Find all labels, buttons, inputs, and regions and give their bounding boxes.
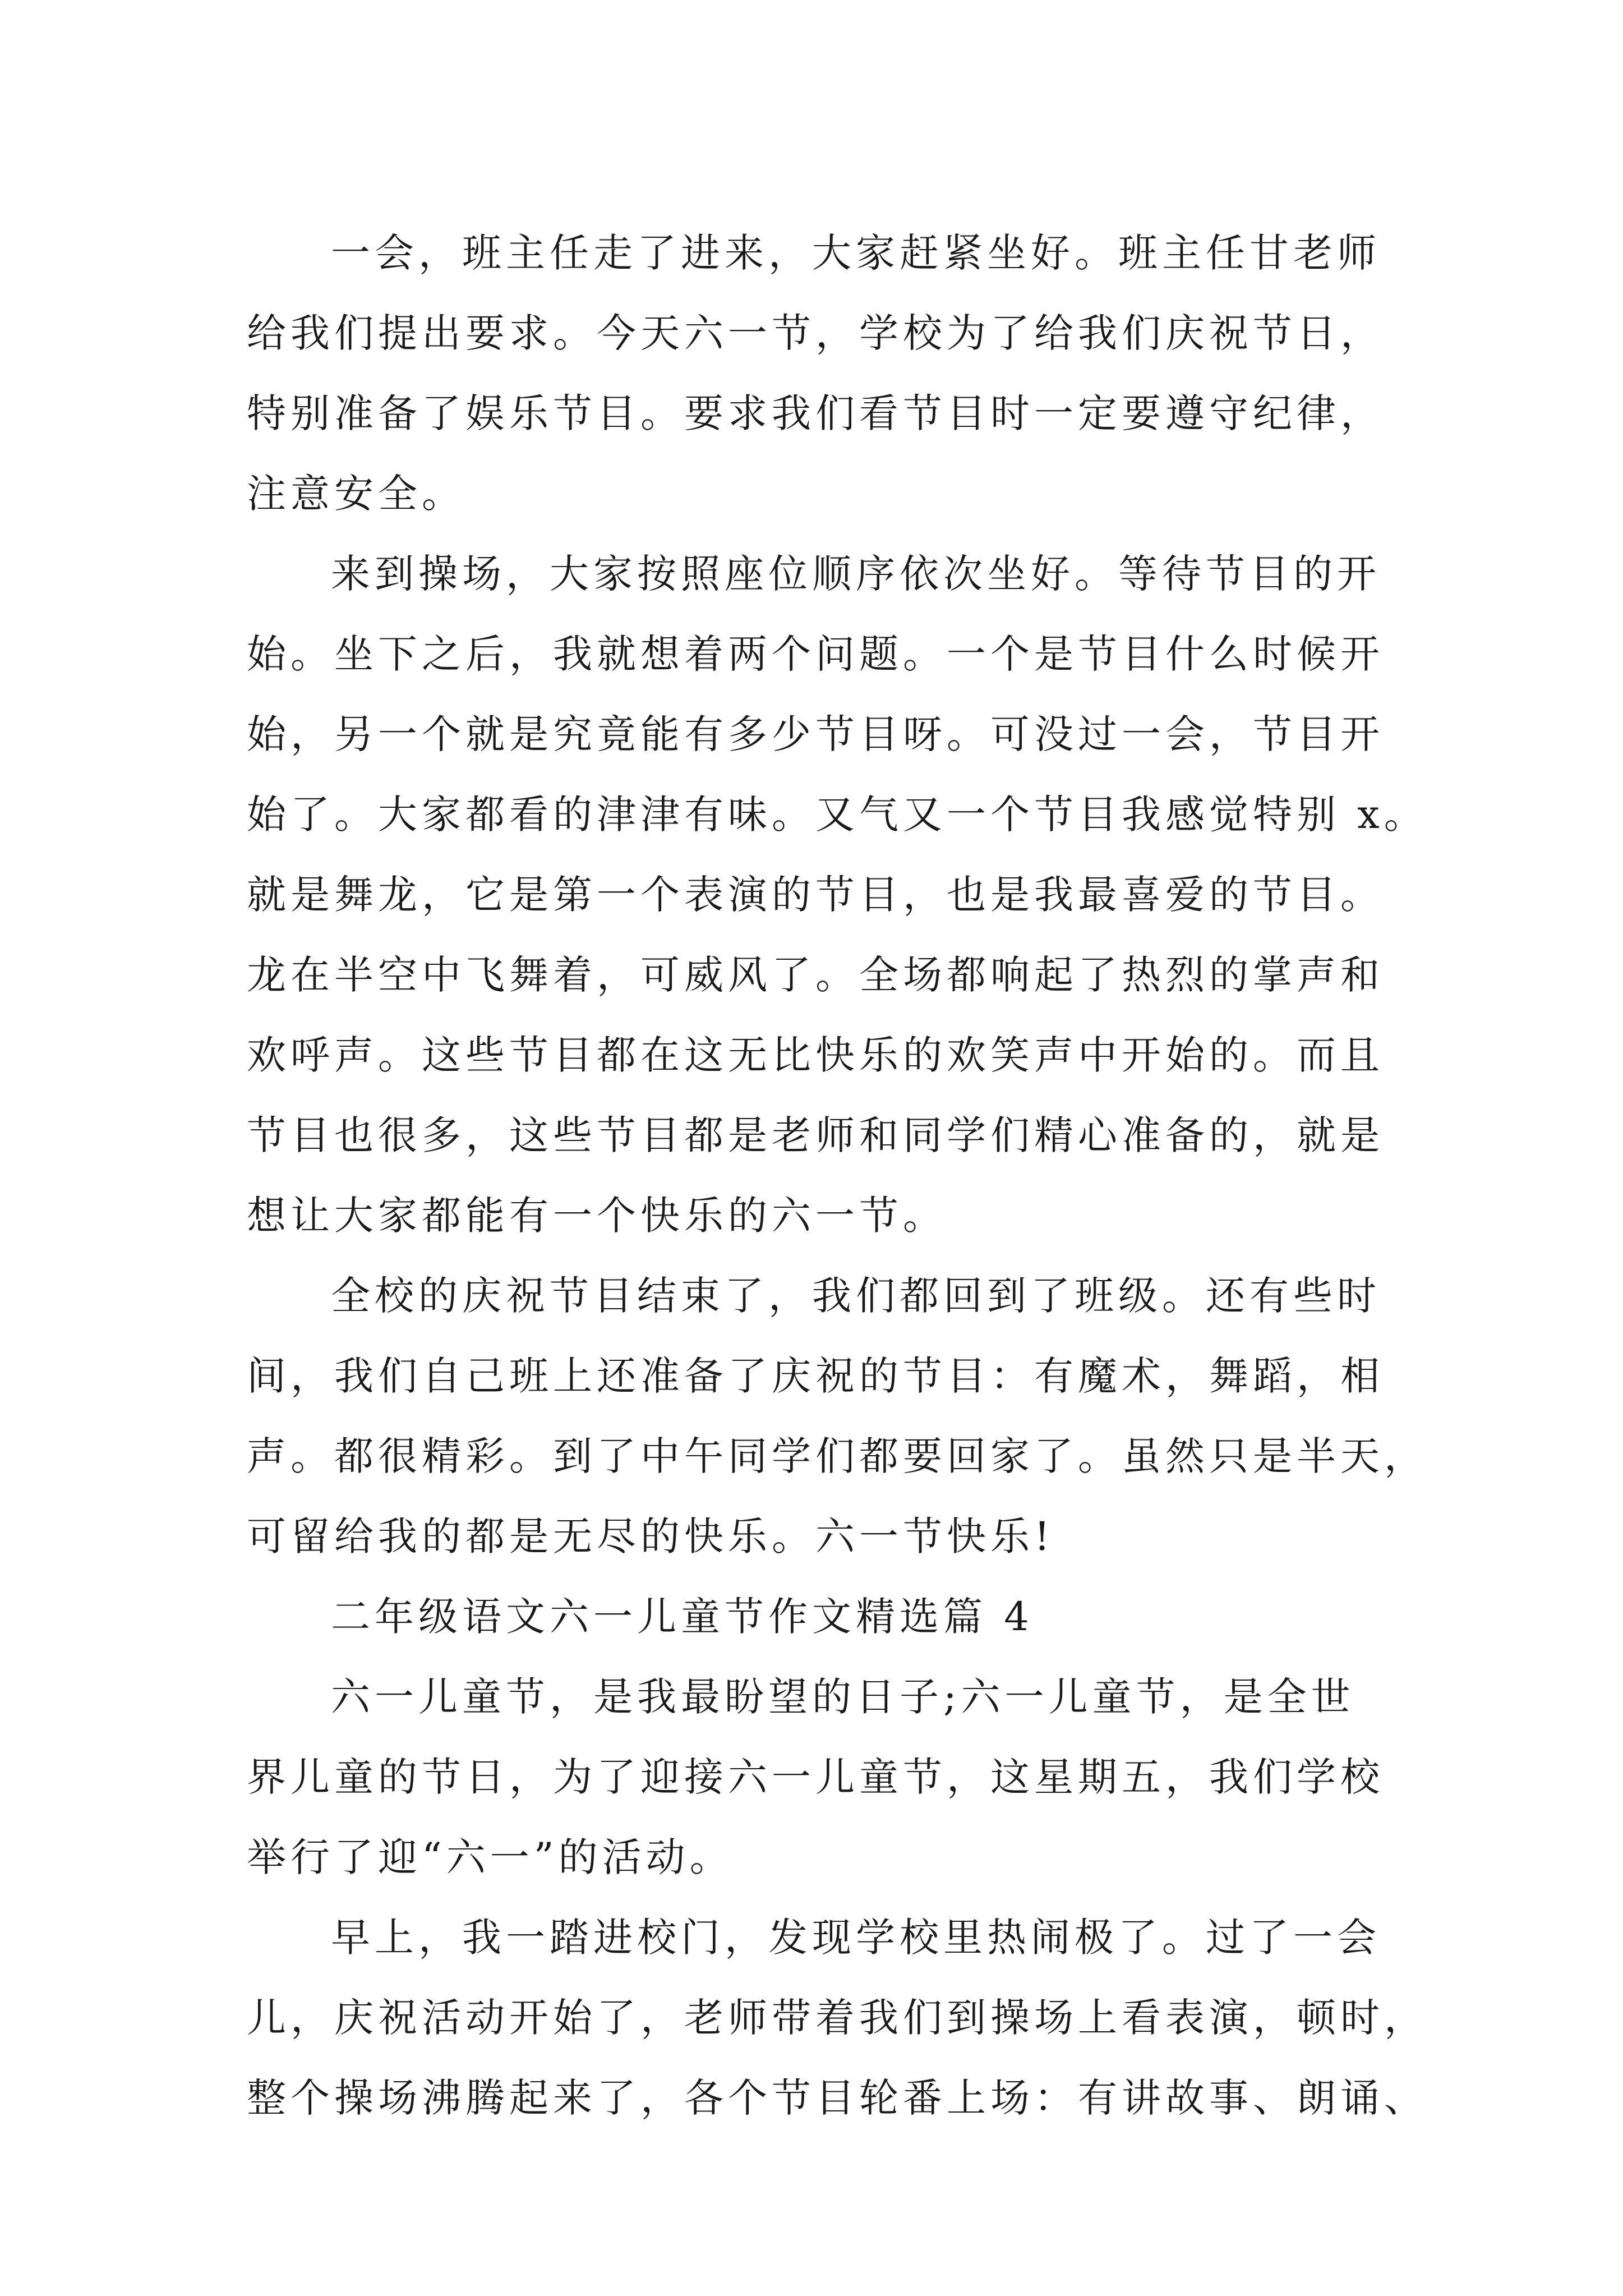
paragraph-line: 注意安全。 xyxy=(247,471,465,517)
paragraph-line: 儿，庆祝活动开始了，老师带着我们到操场上看表演，顿时， xyxy=(247,1995,1428,2041)
article-body xyxy=(247,213,1428,2138)
paragraph-line: 一会，班主任走了进来，大家赶紧坐好。班主任甘老师 xyxy=(331,230,1381,276)
paragraph-line: 给我们提出要求。今天六一节，学校为了给我们庆祝节日， xyxy=(247,310,1384,356)
paragraph-line: 始。坐下之后，我就想着两个问题。一个是节目什么时候开 xyxy=(247,631,1384,677)
paragraph-line: 六一儿童节，是我最盼望的日子;六一儿童节，是全世 xyxy=(331,1674,1355,1720)
paragraph-line: 始了。大家都看的津津有味。又气又一个节目我感觉特别 x。 xyxy=(247,792,1428,838)
paragraph-line: 界儿童的节日，为了迎接六一儿童节，这星期五，我们学校 xyxy=(247,1754,1384,1800)
paragraph-line: 全校的庆祝节目结束了，我们都回到了班级。还有些时 xyxy=(331,1273,1381,1319)
paragraph-line: 欢呼声。这些节目都在这无比快乐的欢笑声中开始的。而且 xyxy=(247,1032,1384,1078)
section-heading: 二年级语文六一儿童节作文精选篇 4 xyxy=(331,1594,1034,1640)
paragraph-line: 早上，我一踏进校门，发现学校里热闹极了。过了一会 xyxy=(331,1915,1381,1961)
paragraph-line: 想让大家都能有一个快乐的六一节。 xyxy=(247,1193,947,1239)
paragraph-line: 龙在半空中飞舞着，可威风了。全场都响起了热烈的掌声和 xyxy=(247,952,1384,998)
paragraph-line: 来到操场，大家按照座位顺序依次坐好。等待节目的开 xyxy=(331,551,1381,597)
paragraph-line: 可留给我的都是无尽的快乐。六一节快乐! xyxy=(247,1513,1055,1559)
paragraph-line: 始，另一个就是究竟能有多少节目呀。可没过一会，节目开 xyxy=(247,711,1384,757)
paragraph-line: 声。都很精彩。到了中午同学们都要回家了。虽然只是半天， xyxy=(247,1433,1428,1479)
paragraph-line: 特别准备了娱乐节目。要求我们看节目时一定要遵守纪律， xyxy=(247,390,1384,436)
paragraph-line: 整个操场沸腾起来了，各个节目轮番上场：有讲故事、朗诵、 xyxy=(247,2075,1428,2121)
paragraph-line: 节目也很多，这些节目都是老师和同学们精心准备的，就是 xyxy=(247,1112,1384,1158)
paragraph-line: 举行了迎“六一”的活动。 xyxy=(247,1834,734,1880)
paragraph-line: 间，我们自己班上还准备了庆祝的节目：有魔术，舞蹈，相 xyxy=(247,1353,1384,1399)
paragraph-line: 就是舞龙，它是第一个表演的节目，也是我最喜爱的节目。 xyxy=(247,872,1384,918)
